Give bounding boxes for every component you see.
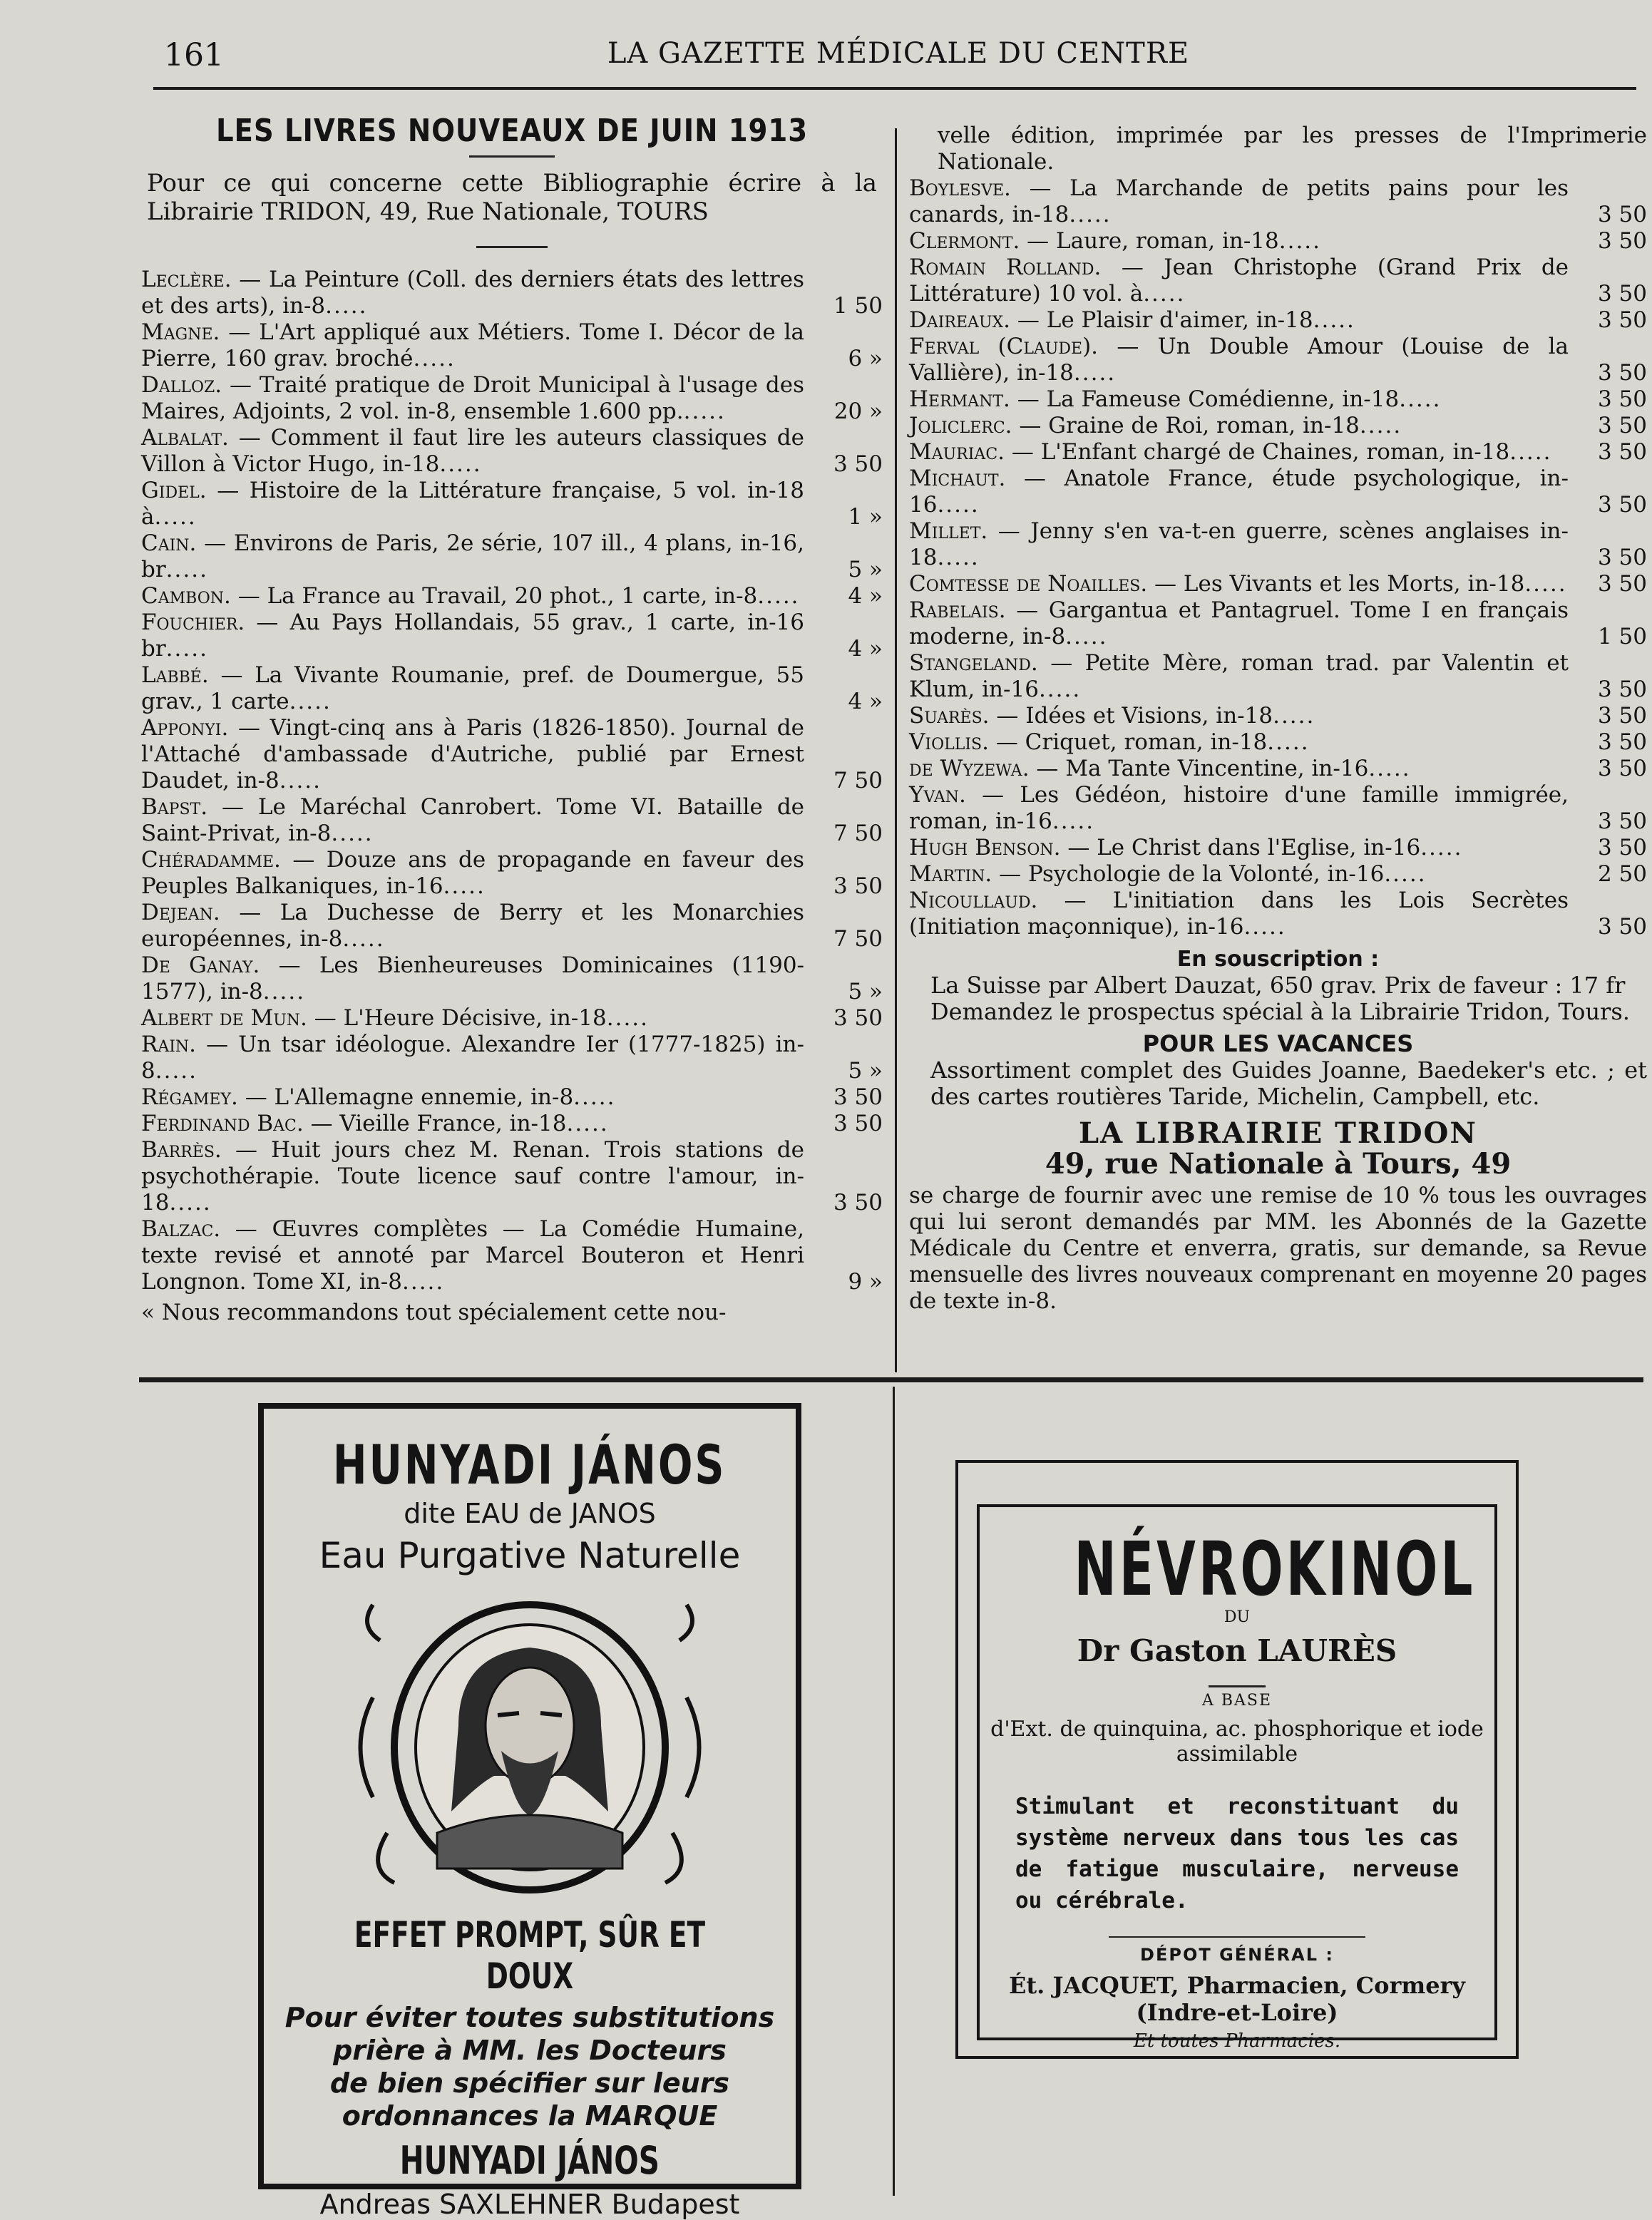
book-entry xyxy=(141,847,883,900)
book-entry xyxy=(909,861,1647,888)
book-entry xyxy=(909,466,1647,518)
book-title: — Comment il faut lire les auteurs classiques de Villon à Victor Hugo, in-18 xyxy=(141,425,804,477)
book-author: Labbé. xyxy=(141,662,209,688)
book-author: Boylesve. xyxy=(909,175,1011,201)
nevrokinol-du: DU xyxy=(1223,1608,1251,1626)
leader-dots: ..... xyxy=(1278,228,1322,254)
nevrokinol-divider xyxy=(1209,1685,1266,1687)
title-divider xyxy=(469,155,555,158)
book-price: 3 50 xyxy=(1597,386,1647,412)
book-entry xyxy=(141,267,883,319)
book-entry xyxy=(141,372,883,425)
book-price: 7 50 xyxy=(833,768,883,793)
leader-dots: ..... xyxy=(325,293,368,319)
depot-note: Et toutes Pharmacies. xyxy=(1133,2030,1341,2052)
book-title: — Ma Tante Vincentine, in-16 xyxy=(1036,756,1369,781)
intro-text: Pour ce qui concerne cette Bibliographie écrire à la Librairie TRIDON, 49, Rue Nationale, TOURS xyxy=(147,169,877,226)
book-title: — Le Plaisir d'aimer, in-18 xyxy=(1017,307,1313,333)
book-title: — Les Bienheureuses Dominicaines (1190-1577), in-8 xyxy=(141,952,805,1004)
hunyadi-tagline: Eau Purgative Naturelle xyxy=(319,1535,741,1576)
book-author: Albert de Mun. xyxy=(141,1005,307,1031)
book-title: — Les Gédéon, histoire d'une famille immigrée, roman, in-16 xyxy=(909,782,1569,834)
book-author: Barrès. xyxy=(141,1137,222,1163)
book-title: — Psychologie de la Volonté, in-16 xyxy=(999,861,1385,887)
book-author: Comtesse de Noailles. xyxy=(909,571,1148,597)
book-price: 20 » xyxy=(833,399,883,424)
leader-dots: ..... xyxy=(289,689,332,714)
book-title: — Douze ans de propagande en faveur des Peuples Balkaniques, in-16 xyxy=(141,847,804,899)
depot-title: DÉPOT GÉNÉRAL : xyxy=(1140,1945,1334,1965)
book-price: 1 50 xyxy=(833,293,883,319)
book-author: Balzac. xyxy=(141,1216,221,1242)
book-title: — Graine de Roi, roman, in-18 xyxy=(1019,413,1360,438)
book-title: — Laure, roman, in-18 xyxy=(1027,228,1279,254)
nevrokinol-title: NÉVROKINOL xyxy=(1074,1526,1476,1613)
book-title: — La Vivante Roumanie, pref. de Doumergue, 55 grav., 1 carte xyxy=(141,662,804,714)
book-author: Dejean. xyxy=(141,900,220,925)
leader-dots: ..... xyxy=(1368,756,1411,781)
book-title: — La Peinture (Coll. des derniers états des lettres et des arts), in-8 xyxy=(141,267,805,319)
leader-dots: ..... xyxy=(1399,386,1442,412)
book-author: Leclère. xyxy=(141,267,232,292)
book-price: 3 50 xyxy=(833,1084,883,1110)
book-title: — Un tsar idéologue. Alexandre Ier (1777-1825) in-8 xyxy=(141,1032,804,1084)
vacances-title: POUR LES VACANCES xyxy=(1142,1030,1414,1057)
book-title: — Criquet, roman, in-18 xyxy=(995,729,1268,755)
book-author: Magne. xyxy=(141,319,220,345)
book-author: Chéradamme. xyxy=(141,847,281,873)
book-title: — Jenny s'en va-t-en guerre, scènes anglaises in-18 xyxy=(909,518,1569,570)
nevrokinol-inner-frame xyxy=(977,1504,1497,2052)
leader-dots: ..... xyxy=(1267,729,1310,755)
leader-dots: ..... xyxy=(279,768,322,793)
book-author: Dalloz. xyxy=(141,372,222,398)
leader-dots: ..... xyxy=(1243,914,1286,940)
book-price: 4 » xyxy=(848,583,883,609)
left-book-list xyxy=(141,267,883,1295)
leader-dots: ..... xyxy=(1065,624,1108,649)
book-entry xyxy=(141,478,883,530)
book-author: Hermant. xyxy=(909,386,1010,412)
book-price: 3 50 xyxy=(833,1111,883,1136)
book-entry xyxy=(909,439,1647,466)
librairie-text: se charge de fournir avec une remise de 10 % tous les ouvrages qui lui seront demandés par MM. les Abonnés de la Gazette Médicale du Centre et enverra, gratis, sur demande, sa Revue mensuelle des livres nouveaux comprenant en moyenne 20 pages de texte in-8. xyxy=(909,1183,1647,1314)
book-price: 6 » xyxy=(848,346,883,371)
book-entry xyxy=(141,1111,883,1137)
nevrokinol-ingredients: d'Ext. de quinquina, ac. phosphorique et iode assimilable xyxy=(990,1717,1484,1767)
leader-dots: ..... xyxy=(439,451,482,477)
book-title: — Petite Mère, roman trad. par Valentin et Klum, in-16 xyxy=(909,650,1569,702)
leader-dots: ..... xyxy=(1359,413,1402,438)
book-entry xyxy=(909,518,1647,571)
book-entry xyxy=(141,715,883,794)
book-title: — Gargantua et Pantagruel. Tome I en français moderne, in-8 xyxy=(909,597,1569,649)
book-title: — Histoire de la Littérature française, 5 vol. in-18 à xyxy=(141,478,804,530)
book-entry xyxy=(909,597,1647,650)
book-price: 3 50 xyxy=(1597,545,1647,570)
books-right-column xyxy=(909,123,1647,1315)
book-entry xyxy=(909,255,1647,307)
book-author: de Wyzewa. xyxy=(909,756,1030,781)
ad-hunyadi-janos xyxy=(258,1403,801,2220)
book-entry xyxy=(909,571,1647,597)
book-entry xyxy=(909,334,1647,386)
book-title: — Anatole France, étude psychologique, in-16 xyxy=(909,466,1569,518)
book-author: Rabelais. xyxy=(909,597,1006,623)
book-price: 4 » xyxy=(848,689,883,714)
book-price: 1 50 xyxy=(1597,624,1647,649)
hunyadi-notice-line: de bien spécifier sur leurs xyxy=(329,2067,730,2099)
leader-dots: ..... xyxy=(937,545,980,570)
book-title: — Huit jours chez M. Renan. Trois stations de psychothérapie. Toute licence sauf contre l'amour, in-18 xyxy=(141,1137,804,1216)
running-title: LA GAZETTE MÉDICALE DU CENTRE xyxy=(607,37,1190,70)
book-entry xyxy=(909,650,1647,703)
book-entry xyxy=(909,703,1647,729)
book-entry xyxy=(909,888,1647,940)
hunyadi-notice-line: ordonnances la MARQUE xyxy=(342,2100,718,2132)
book-title: — L'Heure Décisive, in-18 xyxy=(314,1005,607,1031)
leader-dots: ..... xyxy=(331,821,374,846)
subscription-line-1: La Suisse par Albert Dauzat, 650 grav. Prix de faveur : 17 fr xyxy=(930,972,1626,999)
book-entry xyxy=(141,900,883,952)
ad-nevrokinol xyxy=(955,1460,1519,2059)
leader-dots: ..... xyxy=(169,1190,212,1216)
hunyadi-notice-line: Pour éviter toutes substitutions xyxy=(284,2002,775,2033)
book-entry xyxy=(141,1032,883,1084)
book-author: Rain. xyxy=(141,1032,197,1057)
book-title: — La Marchande de petits pains pour les canards, in-18 xyxy=(909,175,1569,227)
book-author: Romain Rolland. xyxy=(909,255,1102,280)
leader-dots: ..... xyxy=(342,926,385,952)
book-price: 3 50 xyxy=(1597,228,1647,254)
book-entry xyxy=(909,782,1647,835)
hunyadi-brand: HUNYADI JÁNOS xyxy=(399,2138,660,2183)
leader-dots: ..... xyxy=(1069,202,1112,227)
book-author: Gidel. xyxy=(141,478,207,503)
book-price: 1 » xyxy=(848,504,883,530)
book-price: 9 » xyxy=(848,1269,883,1295)
book-author: Apponyi. xyxy=(141,715,229,741)
book-price: 3 50 xyxy=(833,451,883,477)
leader-dots: ..... xyxy=(937,492,980,518)
book-author: Bapst. xyxy=(141,794,208,820)
book-author: Joliclerc. xyxy=(909,413,1012,438)
book-author: Ferval (Claude). xyxy=(909,334,1099,359)
portrait-medallion-icon xyxy=(352,1598,708,1897)
book-author: Suarès. xyxy=(909,703,990,729)
book-author: Daireaux. xyxy=(909,307,1011,333)
book-price: 7 50 xyxy=(833,926,883,952)
leader-dots: ..... xyxy=(1384,861,1427,887)
book-price: 3 50 xyxy=(1597,439,1647,465)
right-opening-text: velle édition, imprimée par les presses de l'Imprimerie Nationale. xyxy=(938,123,1647,175)
book-price: 3 50 xyxy=(1597,756,1647,781)
book-title: — L'Art appliqué aux Métiers. Tome I. Décor de la Pierre, 160 grav. broché xyxy=(141,319,804,371)
leader-dots: ..... xyxy=(443,873,486,899)
book-entry xyxy=(141,662,883,715)
hunyadi-slogan: EFFET PROMPT, SÛR ET DOUX xyxy=(354,1914,706,1997)
header-rule xyxy=(153,87,1636,90)
leader-dots: ..... xyxy=(155,1058,198,1084)
leader-dots: ..... xyxy=(566,1111,609,1136)
librairie-address: 49, rue Nationale à Tours, 49 xyxy=(1045,1147,1512,1181)
leader-dots: ..... xyxy=(1073,360,1117,386)
nevrokinol-description: Stimulant et reconstituant du système nerveux dans tous les cas de fatigue musculaire, nerveuse ou cérébrale. xyxy=(1015,1794,1459,1913)
hunyadi-subtitle: dite EAU de JANOS xyxy=(404,1498,656,1529)
hunyadi-notice xyxy=(264,2001,796,2132)
book-title: — L'initiation dans les Lois Secrètes (Initiation maçonnique), in-16 xyxy=(909,888,1569,940)
section-title: LES LIVRES NOUVEAUX DE JUIN 1913 xyxy=(215,113,809,149)
leader-dots: ..... xyxy=(154,504,197,530)
book-author: Cambon. xyxy=(141,583,231,609)
leader-dots: ..... xyxy=(262,979,306,1004)
book-author: Fouchier. xyxy=(141,610,245,635)
left-closing-text: « Nous recommandons tout spécialement cette nou- xyxy=(141,1300,727,1325)
book-author: Mauriac. xyxy=(909,439,1005,465)
book-title: — L'Allemagne ennemie, in-8 xyxy=(245,1084,574,1110)
ads-divider xyxy=(893,1387,895,2196)
book-title: — Traité pratique de Droit Municipal à l'usage des Maires, Adjoints, 2 vol. in-8, ensemble 1.600 pp. xyxy=(141,372,805,424)
book-author: Stangeland. xyxy=(909,650,1038,676)
book-author: Cain. xyxy=(141,530,197,556)
book-title: — Au Pays Hollandais, 55 grav., 1 carte, in-16 br xyxy=(141,610,804,662)
book-price: 3 50 xyxy=(1597,202,1647,227)
book-price: 7 50 xyxy=(833,821,883,846)
book-title: — L'Enfant chargé de Chaines, roman, in-18 xyxy=(1011,439,1510,465)
depot-line: Ét. JACQUET, Pharmacien, Cormery (Indre-et-Loire) xyxy=(1008,1972,1466,2026)
book-author: Hugh Benson. xyxy=(909,835,1061,860)
book-entry xyxy=(909,729,1647,756)
book-entry xyxy=(909,228,1647,255)
book-price: 3 50 xyxy=(1597,307,1647,333)
book-entry xyxy=(141,425,883,478)
book-price: 3 50 xyxy=(1597,360,1647,386)
leader-dots: ..... xyxy=(1524,571,1567,597)
leader-dots: ..... xyxy=(402,1269,445,1295)
book-title: — La Duchesse de Berry et les Monarchies européennes, in-8 xyxy=(141,900,804,952)
book-entry xyxy=(909,835,1647,861)
book-author: Ferdinand Bac. xyxy=(141,1111,304,1136)
leader-dots: ..... xyxy=(757,583,800,609)
ads-rule xyxy=(139,1377,1643,1382)
book-author: Millet. xyxy=(909,518,988,544)
hunyadi-maker: Andreas SAXLEHNER Budapest xyxy=(319,2189,740,2220)
book-entry xyxy=(141,1005,883,1032)
book-entry xyxy=(141,952,883,1005)
book-entry xyxy=(141,583,883,610)
leader-dots: ..... xyxy=(1313,307,1355,333)
book-title: — Vieille France, in-18 xyxy=(310,1111,567,1136)
book-entry xyxy=(141,319,883,372)
nevrokinol-a-base: A BASE xyxy=(1201,1692,1273,1710)
intro-divider xyxy=(476,246,548,248)
book-title: — La France au Travail, 20 phot., 1 carte, in-8 xyxy=(237,583,758,609)
right-book-list xyxy=(909,175,1647,940)
book-author: Régamey. xyxy=(141,1084,238,1110)
book-price: 3 50 xyxy=(1597,281,1647,307)
book-entry xyxy=(141,794,883,847)
book-price: 5 » xyxy=(848,979,883,1004)
book-price: 3 50 xyxy=(1597,677,1647,702)
book-price: 2 50 xyxy=(1597,861,1647,887)
hunyadi-notice-line: prière à MM. les Docteurs xyxy=(333,2035,727,2066)
leader-dots: ..... xyxy=(573,1084,616,1110)
portrait-medallion xyxy=(264,1598,796,1900)
leader-dots: ..... xyxy=(1143,281,1186,307)
page-number: 161 xyxy=(164,37,224,73)
book-price: 3 50 xyxy=(1597,492,1647,518)
book-entry xyxy=(909,413,1647,439)
book-author: Nicoullaud. xyxy=(909,888,1038,913)
leader-dots: ..... xyxy=(1038,677,1082,702)
book-title: — Jean Christophe (Grand Prix de Littérature) 10 vol. à xyxy=(909,255,1569,307)
book-title: — Idées et Visions, in-18 xyxy=(996,703,1273,729)
book-entry xyxy=(141,1137,883,1216)
leader-dots: ..... xyxy=(1509,439,1552,465)
book-entry xyxy=(909,386,1647,413)
book-author: Clermont. xyxy=(909,228,1020,254)
book-author: Viollis. xyxy=(909,729,989,755)
book-author: Martin. xyxy=(909,861,992,887)
book-entry xyxy=(909,307,1647,334)
subscription-title: En souscription : xyxy=(1176,947,1380,972)
book-price: 3 50 xyxy=(1597,835,1647,860)
books-left-column xyxy=(141,113,883,1326)
book-title: — Environs de Paris, 2e série, 107 ill., 4 plans, in-16, br xyxy=(141,530,804,582)
column-divider xyxy=(895,128,897,1372)
book-author: Yvan. xyxy=(909,782,966,808)
book-price: 4 » xyxy=(848,636,883,662)
book-title: — Un Double Amour (Louise de la Vallière), in-18 xyxy=(909,334,1569,386)
book-author: Michaut. xyxy=(909,466,1006,491)
nevrokinol-doctor: Dr Gaston LAURÈS xyxy=(1077,1633,1397,1668)
book-entry xyxy=(141,1216,883,1295)
book-title: — Le Maréchal Canrobert. Tome VI. Bataille de Saint-Privat, in-8 xyxy=(141,794,805,846)
depot-divider xyxy=(1109,1936,1365,1938)
leader-dots: ..... xyxy=(1273,703,1315,729)
book-title: — Œuvres complètes — La Comédie Humaine, texte revisé et annoté par Marcel Bouteron et Henri Longnon. Tome XI, in-8 xyxy=(141,1216,804,1295)
book-title: — Le Christ dans l'Eglise, in-16 xyxy=(1067,835,1421,860)
book-price: 3 50 xyxy=(833,1190,883,1216)
book-price: 3 50 xyxy=(1597,703,1647,729)
book-price: 3 50 xyxy=(1597,571,1647,597)
book-price: 3 50 xyxy=(1597,413,1647,438)
hunyadi-title: HUNYADI JÁNOS xyxy=(333,1433,727,1496)
book-price: 5 » xyxy=(848,557,883,582)
leader-dots: ..... xyxy=(683,399,726,424)
vacances-text: Assortiment complet des Guides Joanne, Baedeker's etc. ; et des cartes routières Taride, Michelin, Campbell, etc. xyxy=(930,1057,1647,1110)
book-author: De Ganay. xyxy=(141,952,260,978)
book-entry xyxy=(909,756,1647,782)
book-title: — Les Vivants et les Morts, in-18 xyxy=(1154,571,1525,597)
book-entry xyxy=(909,175,1647,228)
book-price: 5 » xyxy=(848,1058,883,1084)
book-price: 3 50 xyxy=(833,873,883,899)
book-title: — Vingt-cinq ans à Paris (1826-1850). Journal de l'Attaché d'ambassade d'Autriche, publié par Ernest Daudet, in-8 xyxy=(141,715,804,793)
book-price: 3 50 xyxy=(1597,729,1647,755)
leader-dots: ..... xyxy=(413,346,456,371)
book-entry xyxy=(141,530,883,583)
page-header xyxy=(164,29,1633,93)
book-price: 3 50 xyxy=(1597,808,1647,834)
subscription-line-2: Demandez le prospectus spécial à la Librairie Tridon, Tours. xyxy=(930,998,1630,1025)
book-entry xyxy=(141,1084,883,1111)
leader-dots: ..... xyxy=(606,1005,650,1031)
book-entry xyxy=(141,610,883,662)
book-author: Albalat. xyxy=(141,425,229,451)
book-title: — La Fameuse Comédienne, in-18 xyxy=(1017,386,1400,412)
book-price: 3 50 xyxy=(833,1005,883,1031)
leader-dots: ..... xyxy=(1052,808,1095,834)
librairie-name: LA LIBRAIRIE TRIDON xyxy=(1079,1116,1477,1150)
leader-dots: ..... xyxy=(165,557,208,582)
leader-dots: ..... xyxy=(1420,835,1463,860)
book-price: 3 50 xyxy=(1597,914,1647,940)
leader-dots: ..... xyxy=(165,636,208,662)
